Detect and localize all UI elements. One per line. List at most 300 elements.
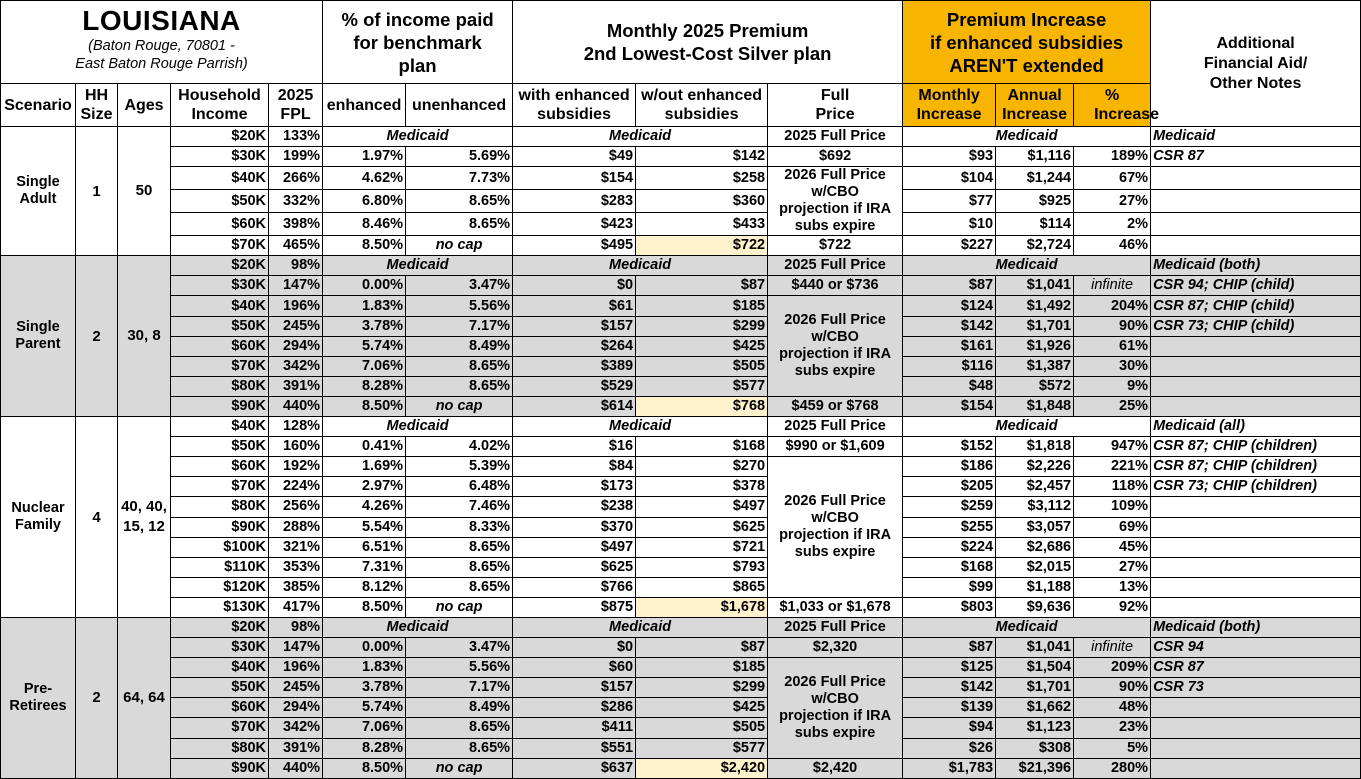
pct-increase-cell: 69% — [1074, 517, 1151, 537]
fpl-cell: 256% — [269, 497, 323, 517]
fpl-cell: 147% — [269, 276, 323, 296]
enhanced-pct-cell: 0.41% — [323, 437, 406, 457]
income-cell: $80K — [171, 738, 269, 758]
annual-increase-cell: $1,244 — [996, 167, 1074, 190]
table-row — [1, 296, 1361, 316]
notes-cell — [1151, 336, 1361, 356]
increase-header — [903, 1, 1151, 84]
full-price-2026-label: 2026 Full Price w/CBO projection if IRA subs expire — [768, 296, 903, 396]
hh-size-cell: 2 — [76, 617, 118, 778]
table-row — [1, 638, 1361, 658]
table-row — [1, 376, 1361, 396]
monthly-increase-cell: $77 — [903, 190, 996, 213]
annual-increase-cell: $2,457 — [996, 477, 1074, 497]
without-enhanced-cell: $87 — [636, 276, 768, 296]
table-row — [1, 557, 1361, 577]
notes-cell — [1151, 577, 1361, 597]
full-price-2026-label: 2026 Full Price w/CBO projection if IRA subs expire — [768, 658, 903, 758]
fpl-cell: 465% — [269, 236, 323, 256]
with-enhanced-cell: $157 — [513, 678, 636, 698]
enhanced-pct-cell: 8.50% — [323, 396, 406, 416]
monthly-increase-cell: $142 — [903, 316, 996, 336]
table-row — [1, 698, 1361, 718]
unenhanced-pct-cell: 8.49% — [406, 336, 513, 356]
location-line-2: East Baton Rouge Parrish) — [75, 56, 248, 72]
pct-increase-cell: 25% — [1074, 396, 1151, 416]
with-enhanced-cell: $0 — [513, 276, 636, 296]
monthly-increase-cell: $125 — [903, 658, 996, 678]
annual-increase-cell: $308 — [996, 738, 1074, 758]
income-cell: $100K — [171, 537, 269, 557]
without-enhanced-cell: $258 — [636, 167, 768, 190]
notes-cell — [1151, 396, 1361, 416]
pct-increase-cell: 13% — [1074, 577, 1151, 597]
pct-increase-cell: 280% — [1074, 758, 1151, 778]
unenhanced-pct-cell: 8.65% — [406, 738, 513, 758]
notes-cell — [1151, 190, 1361, 213]
pct-increase-cell: 48% — [1074, 698, 1151, 718]
full-price-2026-value: $459 or $768 — [768, 396, 903, 416]
pct-increase-cell: 221% — [1074, 457, 1151, 477]
annual-increase-cell: $925 — [996, 190, 1074, 213]
annual-increase-cell: $21,396 — [996, 758, 1074, 778]
without-enhanced-cell: $185 — [636, 658, 768, 678]
unenhanced-pct-cell: 8.65% — [406, 718, 513, 738]
income-cell: $20K — [171, 617, 269, 637]
with-enhanced-cell: $49 — [513, 147, 636, 167]
fpl-cell: 98% — [269, 617, 323, 637]
location-line-1: (Baton Rouge, 70801 - — [88, 38, 235, 54]
table-row — [1, 396, 1361, 416]
fpl-cell: 294% — [269, 336, 323, 356]
without-enhanced-cell: $1,678 — [636, 597, 768, 617]
table-row — [1, 477, 1361, 497]
without-enhanced-cell: $2,420 — [636, 758, 768, 778]
enhanced-pct-cell: 7.06% — [323, 718, 406, 738]
increase-header-line2: if enhanced subsidies — [929, 31, 1124, 53]
table-row — [1, 167, 1361, 190]
with-enhanced-cell: $173 — [513, 477, 636, 497]
without-enhanced-cell: $497 — [636, 497, 768, 517]
annual-increase-cell: $1,926 — [996, 336, 1074, 356]
income-cell: $50K — [171, 678, 269, 698]
fpl-cell: 245% — [269, 316, 323, 336]
notes-cell — [1151, 537, 1361, 557]
fpl-cell: 199% — [269, 147, 323, 167]
with-enhanced-cell: $625 — [513, 557, 636, 577]
notes-cell: CSR 87; CHIP (children) — [1151, 457, 1361, 477]
monthly-premium-header-line1: Monthly 2025 Premium — [606, 20, 809, 41]
monthly-increase-cell: $152 — [903, 437, 996, 457]
notes-cell — [1151, 758, 1361, 778]
fpl-cell: 288% — [269, 517, 323, 537]
ages-cell: 64, 64 — [118, 617, 171, 778]
annual-increase-cell: $2,226 — [996, 457, 1074, 477]
income-cell: $30K — [171, 147, 269, 167]
monthly-increase-cell: $94 — [903, 718, 996, 738]
unenhanced-pct-cell: 8.65% — [406, 537, 513, 557]
full-price-2025-label: 2025 Full Price — [768, 256, 903, 276]
monthly-premium-header — [513, 1, 903, 84]
scenario-cell: Pre-Retirees — [1, 617, 76, 778]
table-row — [1, 356, 1361, 376]
notes-cell: CSR 87; CHIP (child) — [1151, 296, 1361, 316]
unenhanced-pct-cell: 8.65% — [406, 356, 513, 376]
enhanced-pct-cell: 6.80% — [323, 190, 406, 213]
full-price-2026-label: 2026 Full Price w/CBO projection if IRA subs expire — [768, 457, 903, 598]
pct-increase-cell: 2% — [1074, 213, 1151, 236]
without-enhanced-cell: $722 — [636, 236, 768, 256]
unenhanced-pct-cell: 3.47% — [406, 638, 513, 658]
fpl-cell: 133% — [269, 127, 323, 147]
ages-cell: 50 — [118, 127, 171, 256]
enhanced-pct-cell: 5.74% — [323, 336, 406, 356]
monthly-increase-cell: $48 — [903, 376, 996, 396]
fpl-cell: 266% — [269, 167, 323, 190]
monthly-increase-cell: $116 — [903, 356, 996, 376]
unenhanced-pct-cell: 7.17% — [406, 316, 513, 336]
monthly-premium-header-line2: 2nd Lowest-Cost Silver plan — [583, 43, 832, 64]
monthly-increase-cell: $124 — [903, 296, 996, 316]
monthly-increase-cell: $803 — [903, 597, 996, 617]
pct-increase-cell: 5% — [1074, 738, 1151, 758]
enhanced-pct-cell: 8.28% — [323, 738, 406, 758]
unenhanced-pct-cell: 8.65% — [406, 190, 513, 213]
table-row — [1, 213, 1361, 236]
annual-increase-cell: $1,041 — [996, 276, 1074, 296]
monthly-increase-cell: $139 — [903, 698, 996, 718]
without-enhanced-cell: $299 — [636, 678, 768, 698]
with-enhanced-cell: $61 — [513, 296, 636, 316]
hh-size-cell: 1 — [76, 127, 118, 256]
enhanced-pct-cell: 1.83% — [323, 296, 406, 316]
without-enhanced-cell: $577 — [636, 376, 768, 396]
enhanced-pct-cell: 8.46% — [323, 213, 406, 236]
annual-increase-cell: $3,112 — [996, 497, 1074, 517]
income-cell: $120K — [171, 577, 269, 597]
monthly-increase-cell: $87 — [903, 638, 996, 658]
notes-cell — [1151, 698, 1361, 718]
without-enhanced-cell: $142 — [636, 147, 768, 167]
enhanced-pct-cell: 7.31% — [323, 557, 406, 577]
table-row — [1, 236, 1361, 256]
income-cell: $40K — [171, 417, 269, 437]
pct-increase-cell: 118% — [1074, 477, 1151, 497]
medicaid-cell: Medicaid — [323, 617, 513, 637]
income-cell: $50K — [171, 437, 269, 457]
monthly-increase-cell: $104 — [903, 167, 996, 190]
table-row — [1, 276, 1361, 296]
table-row — [1, 617, 1361, 637]
medicaid-cell: Medicaid — [513, 617, 768, 637]
monthly-increase-cell: $205 — [903, 477, 996, 497]
without-enhanced-cell: $87 — [636, 638, 768, 658]
fpl-cell: 385% — [269, 577, 323, 597]
with-enhanced-cell: $370 — [513, 517, 636, 537]
medicaid-cell: Medicaid — [903, 256, 1151, 276]
pct-increase-cell: 45% — [1074, 537, 1151, 557]
annual-increase-cell: $572 — [996, 376, 1074, 396]
fpl-cell: 147% — [269, 638, 323, 658]
monthly-increase-cell: $168 — [903, 557, 996, 577]
notes-cell — [1151, 356, 1361, 376]
enhanced-pct-cell: 1.69% — [323, 457, 406, 477]
enhanced-pct-cell: 8.50% — [323, 597, 406, 617]
pct-increase-cell: infinite — [1074, 638, 1151, 658]
enhanced-pct-cell: 0.00% — [323, 276, 406, 296]
unenhanced-pct-cell: no cap — [406, 396, 513, 416]
with-enhanced-cell: $614 — [513, 396, 636, 416]
income-cell: $90K — [171, 396, 269, 416]
notes-cell: CSR 87; CHIP (children) — [1151, 437, 1361, 457]
annual-increase-cell: $1,188 — [996, 577, 1074, 597]
fpl-cell: 440% — [269, 758, 323, 778]
notes-cell — [1151, 517, 1361, 537]
monthly-increase-cell: $259 — [903, 497, 996, 517]
fpl-cell: 160% — [269, 437, 323, 457]
enhanced-pct-cell: 3.78% — [323, 678, 406, 698]
fpl-cell: 342% — [269, 356, 323, 376]
monthly-increase-cell: $224 — [903, 537, 996, 557]
notes-cell: CSR 87 — [1151, 147, 1361, 167]
monthly-increase-cell: $87 — [903, 276, 996, 296]
full-price-2025-label: 2025 Full Price — [768, 127, 903, 147]
medicaid-cell: Medicaid — [513, 417, 768, 437]
notes-header: Additional Financial Aid/ Other Notes — [1151, 1, 1361, 127]
fpl-cell: 321% — [269, 537, 323, 557]
table-row — [1, 127, 1361, 147]
medicaid-cell: Medicaid — [903, 127, 1151, 147]
with-enhanced-cell: $495 — [513, 236, 636, 256]
hh-size-cell: 4 — [76, 417, 118, 618]
unenhanced-pct-cell: 8.65% — [406, 557, 513, 577]
unenhanced-pct-cell: 8.65% — [406, 577, 513, 597]
income-cell: $50K — [171, 190, 269, 213]
full-price-2026-label: 2026 Full Price w/CBO projection if IRA subs expire — [768, 167, 903, 236]
income-cell: $30K — [171, 276, 269, 296]
col-scenario: Scenario — [1, 84, 76, 127]
income-cell: $80K — [171, 497, 269, 517]
without-enhanced-cell: $625 — [636, 517, 768, 537]
annual-increase-cell: $1,116 — [996, 147, 1074, 167]
fpl-cell: 192% — [269, 457, 323, 477]
table-row — [1, 537, 1361, 557]
unenhanced-pct-cell: 7.17% — [406, 678, 513, 698]
pct-increase-cell: 947% — [1074, 437, 1151, 457]
without-enhanced-cell: $505 — [636, 356, 768, 376]
with-enhanced-cell: $497 — [513, 537, 636, 557]
pct-increase-cell: 90% — [1074, 316, 1151, 336]
monthly-increase-cell: $142 — [903, 678, 996, 698]
table-row — [1, 658, 1361, 678]
fpl-cell: 128% — [269, 417, 323, 437]
income-cell: $70K — [171, 356, 269, 376]
with-enhanced-cell: $551 — [513, 738, 636, 758]
monthly-increase-cell: $161 — [903, 336, 996, 356]
enhanced-pct-cell: 8.12% — [323, 577, 406, 597]
monthly-increase-cell: $10 — [903, 213, 996, 236]
income-cell: $90K — [171, 758, 269, 778]
notes-cell: Medicaid (both) — [1151, 617, 1361, 637]
without-enhanced-cell: $168 — [636, 437, 768, 457]
income-cell: $40K — [171, 167, 269, 190]
with-enhanced-cell: $157 — [513, 316, 636, 336]
annual-increase-cell: $114 — [996, 213, 1074, 236]
pct-increase-cell: 90% — [1074, 678, 1151, 698]
with-enhanced-cell: $423 — [513, 213, 636, 236]
income-cell: $30K — [171, 638, 269, 658]
pct-increase-cell: 92% — [1074, 597, 1151, 617]
pct-increase-cell: 27% — [1074, 190, 1151, 213]
table-row — [1, 457, 1361, 477]
medicaid-cell: Medicaid — [903, 617, 1151, 637]
table-row — [1, 577, 1361, 597]
fpl-cell: 196% — [269, 296, 323, 316]
income-cell: $130K — [171, 597, 269, 617]
without-enhanced-cell: $360 — [636, 190, 768, 213]
increase-header-line3: AREN'T extended — [949, 54, 1104, 76]
income-cell: $70K — [171, 477, 269, 497]
annual-increase-cell: $2,724 — [996, 236, 1074, 256]
annual-increase-cell: $1,848 — [996, 396, 1074, 416]
enhanced-pct-cell: 7.06% — [323, 356, 406, 376]
state-title: LOUISIANA — [82, 5, 241, 36]
without-enhanced-cell: $425 — [636, 698, 768, 718]
income-cell: $60K — [171, 698, 269, 718]
unenhanced-pct-cell: 8.65% — [406, 213, 513, 236]
without-enhanced-cell: $378 — [636, 477, 768, 497]
fpl-cell: 332% — [269, 190, 323, 213]
annual-increase-cell: $1,504 — [996, 658, 1074, 678]
notes-cell — [1151, 738, 1361, 758]
unenhanced-pct-cell: 7.46% — [406, 497, 513, 517]
income-cell: $50K — [171, 316, 269, 336]
medicaid-cell: Medicaid — [323, 256, 513, 276]
notes-cell — [1151, 236, 1361, 256]
full-price-2025-value: $440 or $736 — [768, 276, 903, 296]
with-enhanced-cell: $411 — [513, 718, 636, 738]
enhanced-pct-cell: 6.51% — [323, 537, 406, 557]
table-row — [1, 437, 1361, 457]
notes-cell — [1151, 376, 1361, 396]
pct-increase-cell: 27% — [1074, 557, 1151, 577]
annual-increase-cell: $2,015 — [996, 557, 1074, 577]
pct-increase-cell: 23% — [1074, 718, 1151, 738]
hh-size-cell: 2 — [76, 256, 118, 417]
scenario-cell: Single Adult — [1, 127, 76, 256]
table-row — [1, 597, 1361, 617]
full-price-2026-value: $1,033 or $1,678 — [768, 597, 903, 617]
without-enhanced-cell: $270 — [636, 457, 768, 477]
full-price-2025-value: $990 or $1,609 — [768, 437, 903, 457]
col-pct-increase: % Increase — [1074, 84, 1151, 127]
income-cell: $70K — [171, 236, 269, 256]
enhanced-pct-cell: 5.54% — [323, 517, 406, 537]
with-enhanced-cell: $0 — [513, 638, 636, 658]
medicaid-cell: Medicaid — [323, 417, 513, 437]
income-cell: $90K — [171, 517, 269, 537]
annual-increase-cell: $1,818 — [996, 437, 1074, 457]
fpl-cell: 98% — [269, 256, 323, 276]
pct-income-header: % of income paid for benchmark plan — [323, 1, 513, 84]
with-enhanced-cell: $389 — [513, 356, 636, 376]
enhanced-pct-cell: 8.50% — [323, 758, 406, 778]
without-enhanced-cell: $433 — [636, 213, 768, 236]
notes-cell — [1151, 718, 1361, 738]
table-row — [1, 190, 1361, 213]
pct-increase-cell: 204% — [1074, 296, 1151, 316]
unenhanced-pct-cell: 5.56% — [406, 296, 513, 316]
annual-increase-cell: $2,686 — [996, 537, 1074, 557]
income-cell: $70K — [171, 718, 269, 738]
col-ages: Ages — [118, 84, 171, 127]
table-row — [1, 336, 1361, 356]
fpl-cell: 417% — [269, 597, 323, 617]
with-enhanced-cell: $283 — [513, 190, 636, 213]
table-row — [1, 256, 1361, 276]
income-cell: $60K — [171, 213, 269, 236]
unenhanced-pct-cell: 5.39% — [406, 457, 513, 477]
without-enhanced-cell: $721 — [636, 537, 768, 557]
fpl-cell: 353% — [269, 557, 323, 577]
ages-cell: 40, 40, 15, 12 — [118, 417, 171, 618]
income-cell: $40K — [171, 296, 269, 316]
annual-increase-cell: $1,701 — [996, 678, 1074, 698]
medicaid-cell: Medicaid — [323, 127, 513, 147]
pct-increase-cell: 67% — [1074, 167, 1151, 190]
scenario-cell: Single Parent — [1, 256, 76, 417]
without-enhanced-cell: $793 — [636, 557, 768, 577]
fpl-cell: 294% — [269, 698, 323, 718]
monthly-increase-cell: $186 — [903, 457, 996, 477]
table-row — [1, 738, 1361, 758]
pct-increase-cell: 61% — [1074, 336, 1151, 356]
full-price-2026-value: $722 — [768, 236, 903, 256]
notes-cell: Medicaid (both) — [1151, 256, 1361, 276]
pct-increase-cell: 189% — [1074, 147, 1151, 167]
full-price-2026-value: $2,420 — [768, 758, 903, 778]
table-row — [1, 758, 1361, 778]
annual-increase-cell: $1,387 — [996, 356, 1074, 376]
notes-cell — [1151, 597, 1361, 617]
col-enhanced: enhanced — [323, 84, 406, 127]
unenhanced-pct-cell: 8.49% — [406, 698, 513, 718]
income-cell: $60K — [171, 336, 269, 356]
fpl-cell: 245% — [269, 678, 323, 698]
pct-increase-cell: 9% — [1074, 376, 1151, 396]
notes-cell: CSR 94; CHIP (child) — [1151, 276, 1361, 296]
annual-increase-cell: $9,636 — [996, 597, 1074, 617]
enhanced-pct-cell: 3.78% — [323, 316, 406, 336]
pct-increase-cell: 30% — [1074, 356, 1151, 376]
notes-cell — [1151, 167, 1361, 190]
unenhanced-pct-cell: 4.02% — [406, 437, 513, 457]
unenhanced-pct-cell: 5.69% — [406, 147, 513, 167]
income-cell: $60K — [171, 457, 269, 477]
income-cell: $20K — [171, 256, 269, 276]
title-block — [1, 1, 323, 84]
col-annual-increase: Annual Increase — [996, 84, 1074, 127]
col-without-enhanced: w/out enhanced subsidies — [636, 84, 768, 127]
with-enhanced-cell: $875 — [513, 597, 636, 617]
notes-cell: Medicaid (all) — [1151, 417, 1361, 437]
monthly-increase-cell: $154 — [903, 396, 996, 416]
full-price-2025-value: $2,320 — [768, 638, 903, 658]
notes-cell — [1151, 557, 1361, 577]
with-enhanced-cell: $637 — [513, 758, 636, 778]
table-row — [1, 517, 1361, 537]
col-unenhanced: unenhanced — [406, 84, 513, 127]
